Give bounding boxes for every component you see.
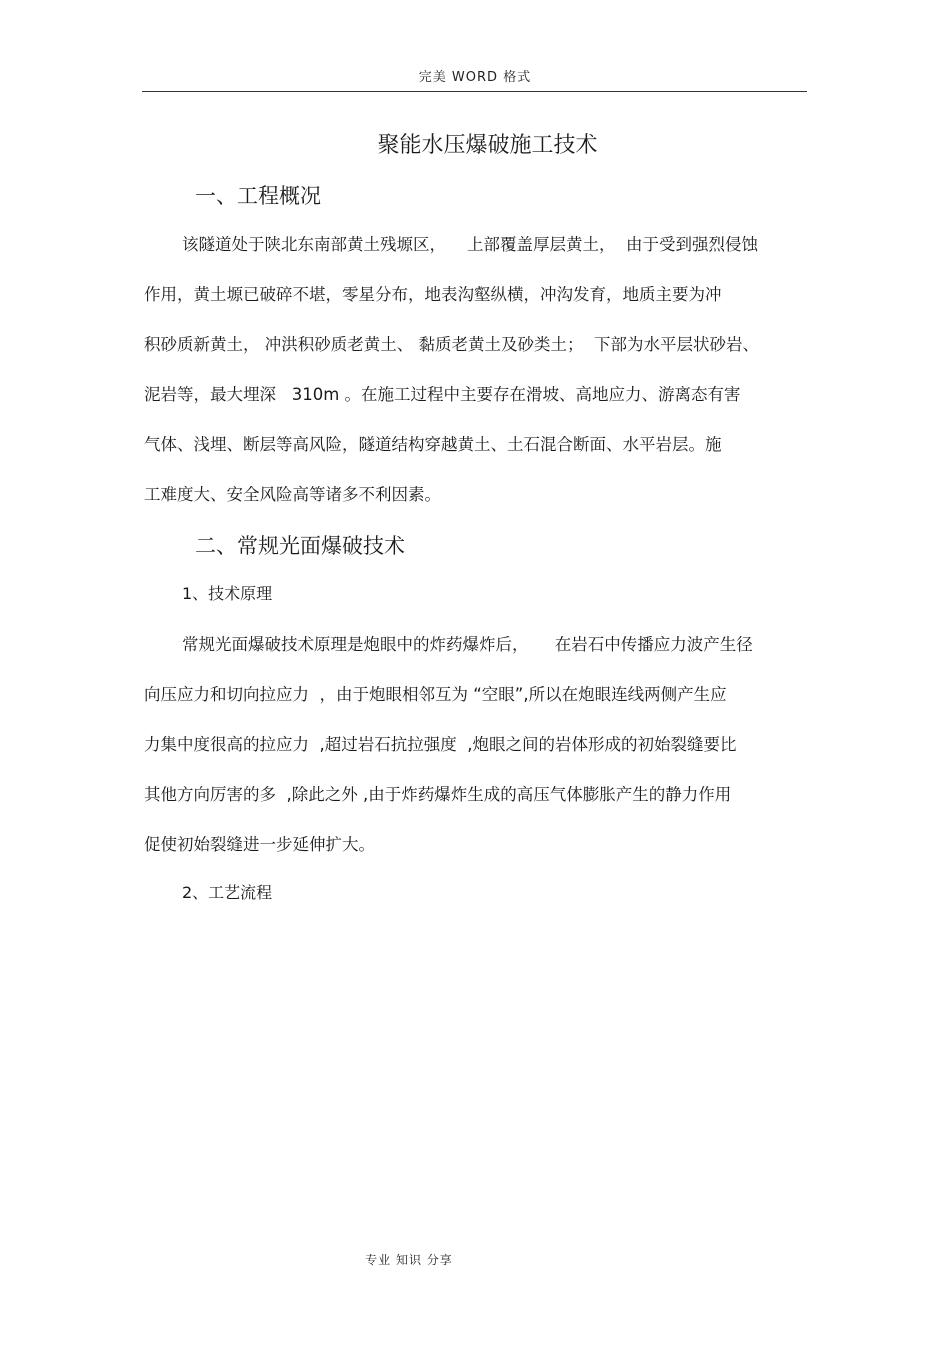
header-divider [142,91,807,92]
subsection-1-heading: 1、技术原理 [182,584,273,603]
paragraph-line: 常规光面爆破技术原理是炮眼中的炸药爆炸后， 在岩石中传播应力波产生径 [182,635,753,654]
paragraph-line: 其他方向厉害的多 ,除此之外 ,由于炸药爆炸生成的高压气体膨胀产生的静力作用 [144,785,732,804]
section-1-heading: 一、工程概况 [195,184,321,208]
paragraph-line: 工难度大、安全风险高等诸多不利因素。 [144,485,441,504]
page-header: 完美 WORD 格式 [418,70,532,85]
section-2-heading: 二、常规光面爆破技术 [195,534,405,558]
paragraph-line: 积砂质新黄土， 冲洪积砂质老黄土、 黏质老黄土及砂类土； 下部为水平层状砂岩、 [144,335,759,354]
paragraph-line: 向压应力和切向拉应力 ，由于炮眼相邻互为 “空眼”,所以在炮眼连线两侧产生应 [144,685,727,704]
page-footer: 专业 知识 分享 [365,1253,453,1267]
document-title: 聚能水压爆破施工技术 [377,133,598,158]
paragraph-line: 该隧道处于陕北东南部黄土残塬区， 上部覆盖厚层黄土， 由于受到强烈侵蚀 [182,235,758,254]
paragraph-line: 泥岩等，最大埋深 310m 。在施工过程中主要存在滑坡、高地应力、游离态有害 [144,385,741,404]
paragraph-line: 促使初始裂缝进一步延伸扩大。 [144,835,375,854]
paragraph-line: 作用，黄土塬已破碎不堪，零星分布，地表沟壑纵横，冲沟发育，地质主要为冲 [144,285,722,304]
paragraph-line: 气体、浅埋、断层等高风险，隧道结构穿越黄土、土石混合断面、水平岩层。施 [144,435,722,454]
subsection-2-heading: 2、工艺流程 [182,883,273,902]
paragraph-line: 力集中度很高的拉应力 ,超过岩石抗拉强度 ,炮眼之间的岩体形成的初始裂缝要比 [144,735,737,754]
